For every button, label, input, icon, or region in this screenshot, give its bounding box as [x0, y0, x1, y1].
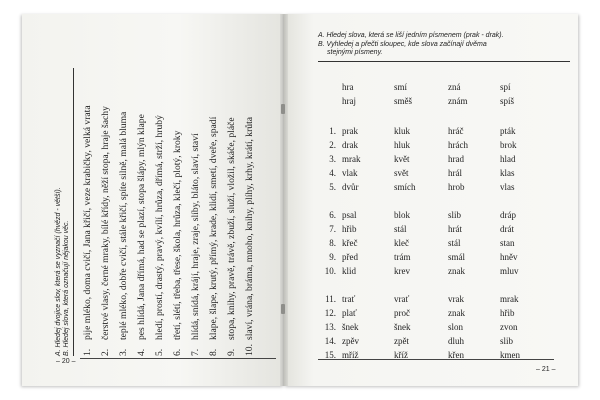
word-cell: hřib — [342, 224, 357, 234]
line-number: 5. — [154, 348, 165, 356]
word-cell: dluh — [448, 336, 465, 346]
staple-top — [281, 104, 285, 114]
exercise-line — [223, 56, 241, 356]
word-cell: před — [342, 252, 358, 262]
header-word: směš — [394, 96, 412, 106]
word-cell: hrát — [448, 224, 462, 234]
word-cell: pták — [500, 126, 516, 136]
header-word: spíš — [500, 96, 515, 106]
word-cell: trať — [342, 294, 356, 304]
row-number: 4. — [329, 168, 336, 178]
line-text: čerstvé vlasy, černé mraky, bílé křídy, něží stopa, hraje šachy — [100, 106, 111, 340]
row-number: 12. — [324, 308, 336, 318]
exercise-line — [79, 56, 97, 356]
word-cell: smál — [448, 252, 465, 262]
word-cell: hluk — [394, 140, 411, 150]
right-instruction-a: A. Hledej slova, která se liší jedním písmenem (prak - drak). — [318, 32, 504, 39]
word-cell: hrad — [448, 154, 464, 164]
header-word: znám — [448, 96, 468, 106]
header-word: smí — [394, 82, 408, 92]
exercise-line — [151, 56, 169, 356]
word-cell: šnek — [394, 322, 411, 332]
word-cell: prak — [342, 126, 358, 136]
left-page — [22, 14, 284, 386]
word-cell: hněv — [500, 252, 518, 262]
line-text: pes hlídá, Jana dřímá, had se plazí, stopa šlápy, mlýn klape — [136, 114, 147, 340]
book-spine — [280, 14, 288, 386]
word-cell: drát — [500, 224, 514, 234]
word-cell: trám — [394, 252, 411, 262]
word-cell: křen — [448, 350, 464, 360]
right-bottom-rule — [318, 359, 554, 360]
word-cell: svět — [394, 168, 409, 178]
row-number: 7. — [329, 224, 336, 234]
word-cell: stan — [500, 238, 515, 248]
word-cell: kmen — [500, 350, 520, 360]
word-cell: drak — [342, 140, 358, 150]
word-cell: slon — [448, 322, 464, 332]
right-instruction-b: B. Vyhledej a přečti sloupec, kde slova začínají dvěma — [318, 40, 487, 48]
word-cell: křeč — [342, 238, 358, 248]
word-cell: vlas — [500, 182, 515, 192]
line-number: 9. — [226, 348, 237, 356]
line-number: 7. — [190, 348, 201, 356]
word-cell: brok — [500, 140, 517, 150]
word-cell: hrál — [448, 168, 462, 178]
header-word: hra — [342, 82, 354, 92]
word-cell: vrak — [448, 294, 464, 304]
exercise-line — [187, 56, 205, 356]
line-number: 10. — [244, 344, 255, 356]
line-number: 6. — [172, 348, 183, 356]
line-text: hlídá, snídá, krájí, hraje, zraje, slíby, bláto, slaví, staví — [190, 133, 201, 340]
left-top-rule — [73, 68, 74, 356]
word-cell: smích — [394, 182, 416, 192]
row-number: 1. — [329, 126, 336, 136]
row-number: 15. — [324, 350, 336, 360]
word-cell: vlak — [342, 168, 358, 178]
right-page — [284, 14, 578, 386]
right-instruction-b-cont: stejnými písmeny. — [327, 49, 383, 56]
line-number: 8. — [208, 348, 219, 356]
exercise-line — [205, 56, 223, 356]
word-cell: klid — [342, 266, 357, 276]
word-cell: stál — [394, 224, 407, 234]
word-cell: hrob — [448, 182, 465, 192]
word-cell: mluv — [500, 266, 519, 276]
word-cell: hlad — [500, 154, 516, 164]
word-cell: mrak — [342, 154, 361, 164]
line-number: 1. — [82, 348, 93, 356]
word-cell: slib — [500, 336, 514, 346]
row-number: 11. — [325, 294, 336, 304]
row-number: 13. — [324, 322, 336, 332]
word-cell: plať — [342, 308, 357, 318]
word-cell: zvon — [500, 322, 518, 332]
row-number: 3. — [329, 154, 336, 164]
row-number: 8. — [329, 238, 336, 248]
word-cell: dvůr — [342, 182, 359, 192]
word-cell: šnek — [342, 322, 359, 332]
line-text: slaví, vrána, bráma, mnoho, knihy, plíhy, krhy, krátí, krůta — [244, 116, 255, 340]
word-cell: hráč — [448, 126, 464, 136]
staple-bottom — [281, 304, 285, 314]
right-page-number: – 21 – — [536, 366, 556, 373]
word-cell: klas — [500, 168, 515, 178]
word-cell: znak — [448, 308, 465, 318]
word-cell: psal — [342, 210, 357, 220]
line-number: 4. — [136, 348, 147, 356]
word-cell: znak — [448, 266, 465, 276]
left-page-rotated-content — [55, 56, 274, 356]
line-number: 2. — [100, 348, 111, 356]
word-cell: zpěv — [342, 336, 359, 346]
header-word: spí — [500, 82, 511, 92]
open-booklet — [22, 14, 578, 386]
left-page-number: – 20 – — [56, 358, 76, 365]
header-word: hraj — [342, 96, 356, 106]
right-top-rule — [318, 61, 570, 62]
line-text: třetí, slétí, třeba, třese, škola, hrůza, klečí, plotý, kroky — [172, 130, 183, 340]
header-word: zná — [448, 82, 461, 92]
exercise-line — [241, 56, 259, 356]
left-instruction-a: A. Hledej dvojice slov, která se vyznačí (hvězd - větší). — [55, 187, 62, 356]
word-cell: kleč — [394, 238, 409, 248]
row-number: 2. — [329, 140, 336, 150]
word-cell: mříž — [342, 350, 359, 360]
row-number: 6. — [329, 210, 336, 220]
line-text: hledí, prostí, drastý, pravý, kvílí, hrůza, dřímá, strží, hrubý — [154, 115, 165, 340]
word-cell: kluk — [394, 126, 411, 136]
word-cell: hřib — [500, 308, 515, 318]
word-cell: krev — [394, 266, 410, 276]
exercise-line — [115, 56, 133, 356]
row-number: 10. — [324, 266, 336, 276]
left-bottom-rule — [80, 358, 276, 359]
word-cell: hrách — [448, 140, 468, 150]
word-cell: mrak — [500, 294, 519, 304]
row-number: 5. — [329, 182, 336, 192]
word-cell: blok — [394, 210, 411, 220]
word-cell: květ — [394, 154, 410, 164]
word-cell: vrať — [394, 294, 410, 304]
exercise-line — [169, 56, 187, 356]
word-cell: proč — [394, 308, 410, 318]
line-text: pije mléko, doma cvičí, Jana křičí, veze krabičky, velká vrata — [82, 105, 93, 340]
right-instructions — [318, 32, 504, 58]
line-text: teplé mléko, dobře cvičí, stále křičí, spíte silně, malá bluma — [118, 111, 129, 340]
word-cell: slib — [448, 210, 462, 220]
row-number: 9. — [329, 252, 336, 262]
line-number: 3. — [118, 348, 129, 356]
word-cell: zpět — [394, 336, 409, 346]
line-text: klape, šlape, krutý, přímý, krade, klidí, smetí, dveře, spadí — [208, 116, 219, 340]
left-instructions — [55, 56, 71, 356]
word-cell: kříž — [394, 350, 408, 360]
exercise-line — [97, 56, 115, 356]
line-text: stopa, knihy, pravě, trávě, zbuží, služí, vložil, skáče, pláče — [226, 117, 237, 340]
exercise-line — [133, 56, 151, 356]
word-cell: dráp — [500, 210, 516, 220]
left-exercise-lines — [79, 56, 259, 356]
left-instruction-b: B. Hledej slova, která označují nějakou věc. — [63, 220, 70, 356]
row-number: 14. — [324, 336, 336, 346]
word-cell: stál — [448, 238, 461, 248]
